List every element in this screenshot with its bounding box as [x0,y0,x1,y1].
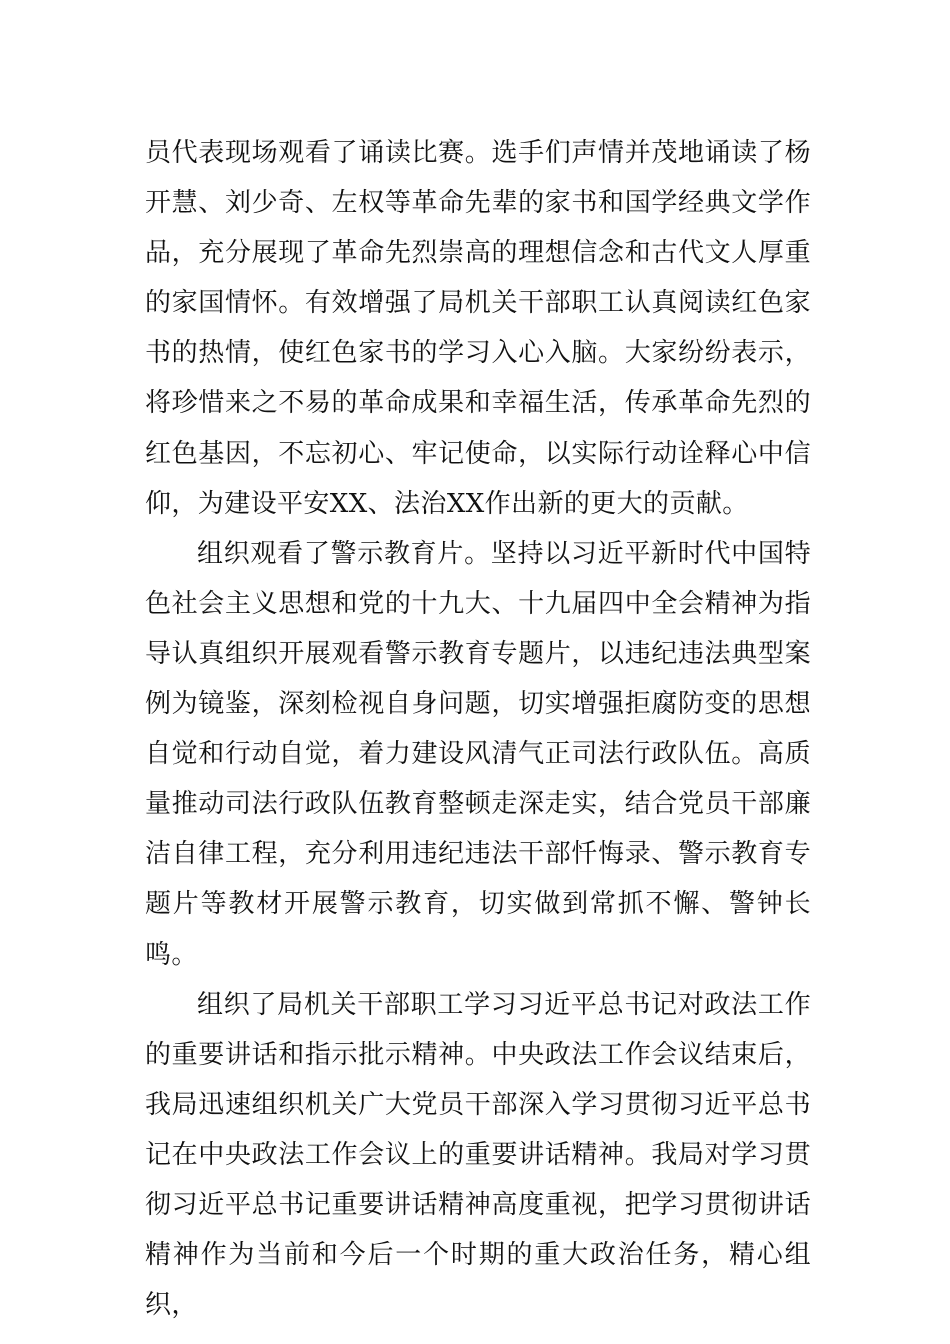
paragraph-continuation: 员代表现场观看了诵读比赛。选手们声情并茂地诵读了杨开慧、刘少奇、左权等革命先辈的家书和国学经典文学作品，充分展现了革命先烈崇高的理想信念和古代文人厚重的家国情怀。有效增强了局机关干部职工认真阅读红色家书的热情，使红色家书的学习入心入脑。大家纷纷表示，将珍惜来之不易的革命成果和幸福生活，传承革命先烈的红色基因，不忘初心、牢记使命，以实际行动诠释心中信仰，为建设平安XX、法治XX作出新的更大的贡献。 [145,138,811,519]
paragraph-warning-education: 组织观看了警示教育片。坚持以习近平新时代中国特色社会主义思想和党的十九大、十九届四中全会精神为指导认真组织开展观看警示教育专题片，以违纪违法典型案例为镜鉴，深刻检视自身问题，切实增强拒腐防变的思想自觉和行动自觉，着力建设风清气正司法行政队伍。高质量推动司法行政队伍教育整顿走深走实，结合党员干部廉洁自律工程，充分利用违纪违法干部忏悔录、警示教育专题片等教材开展警示教育，切实做到常抓不懈、警钟长鸣。 [145,538,811,970]
paragraph-political-study: 组织了局机关干部职工学习习近平总书记对政法工作的重要讲话和指示批示精神。中央政法工作会议结束后，我局迅速组织机关广大党员干部深入学习贯彻习近平总书记在中央政法工作会议上的重要讲话精神。我局对学习贯彻习近平总书记重要讲话精神高度重视，把学习贯彻讲话精神作为当前和今后一个时期的重大政治任务，精心组织， [145,989,811,1321]
document-body [145,128,811,1330]
